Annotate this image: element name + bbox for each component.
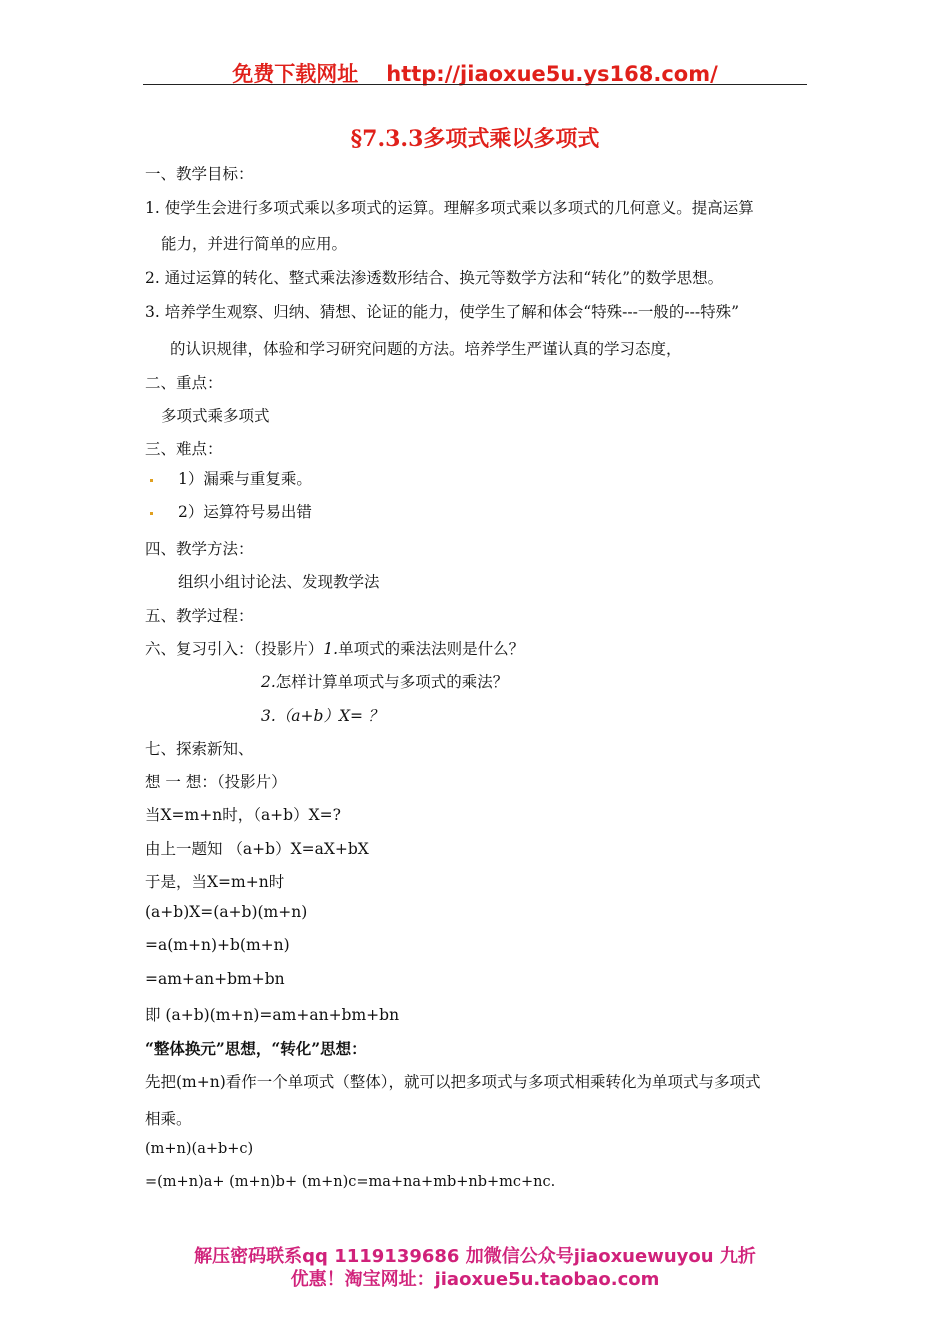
bullet-marker [150, 512, 153, 515]
page-title: §7.3.3多项式乘以多项式 [350, 126, 600, 152]
objective-3b: 的认识规律，体验和学习研究问题的方法。培养学生严谨认真的学习态度， [170, 340, 682, 358]
objective-3a: 3. 培养学生观察、归纳、猜想、论证的能力，使学生了解和体会“特殊---一般的---特殊” [145, 303, 739, 321]
idea-heading: “整体换元”思想，“转化”思想： [145, 1039, 367, 1058]
header-label: 免费下载网址 [232, 62, 359, 86]
expansion-line-1: (m+n)(a+b+c) [145, 1141, 254, 1157]
derivation-line-2: 由上一题知 （a+b）X=aX+bX [145, 840, 369, 858]
review-line-2 [261, 670, 508, 692]
review-line-1 [145, 637, 524, 659]
focus-heading: 二、重点： [145, 374, 223, 392]
process-heading: 五、教学过程： [145, 607, 254, 625]
expansion-line-2: =(m+n)a+ (m+n)b+ (m+n)c=ma+na+mb+nb+mc+nc. [145, 1174, 556, 1190]
idea-paragraph-a: 先把(m+n)看作一个单项式（整体），就可以把多项式与多项式相乘转化为单项式与多项式 [145, 1073, 761, 1091]
method-heading: 四、教学方法： [145, 540, 254, 558]
objective-2: 2. 通过运算的转化、整式乘法渗透数形结合、换元等数学方法和“转化”的数学思想。 [145, 269, 724, 287]
objective-1b: 能力，并进行简单的应用。 [161, 235, 348, 253]
difficulty-item-1: 1）漏乘与重复乘。 [178, 470, 312, 488]
derivation-line-4: (a+b)X=(a+b)(m+n) [145, 903, 308, 921]
question-2: 怎样计算单项式与多项式的乘法？ [275, 673, 509, 691]
derivation-line-5: =a(m+n)+b(m+n) [145, 936, 290, 954]
question-1-number: 1. [323, 640, 339, 658]
difficulty-item-2: 2）运算符号易出错 [178, 503, 312, 521]
header-url[interactable]: http://jiaoxue5u.ys168.com/ [386, 62, 718, 86]
question-1: 单项式的乘法法则是什么？ [338, 640, 525, 658]
footer-line-2: 优惠！淘宝网址：jiaoxue5u.taobao.com [290, 1269, 660, 1290]
objective-1a: 1. 使学生会进行多项式乘以多项式的运算。理解多项式乘以多项式的几何意义。提高运算 [145, 199, 754, 217]
idea-paragraph-b: 相乘。 [145, 1110, 192, 1128]
question-3: 3.（a+b）X= ？ [261, 707, 384, 725]
derivation-line-3: 于是，当X=m+n时 [145, 873, 285, 891]
difficulty-heading: 三、难点： [145, 440, 223, 458]
bullet-marker [150, 479, 153, 482]
derivation-line-1: 当X=m+n时，（a+b）X=? [145, 806, 341, 824]
derivation-line-7: 即 (a+b)(m+n)=am+an+bm+bn [145, 1006, 400, 1024]
focus-item: 多项式乘多项式 [161, 407, 270, 425]
derivation-line-6: =am+an+bm+bn [145, 970, 285, 988]
footer-line-1: 解压密码联系qq 1119139686 加微信公众号jiaoxuewuyou 九折 [194, 1246, 756, 1267]
review-prefix: 六、复习引入：（投影片） [145, 640, 324, 658]
explore-heading: 七、探索新知、 [145, 740, 254, 758]
method-item: 组织小组讨论法、发现教学法 [178, 573, 380, 591]
think-heading: 想 一 想：（投影片） [145, 773, 287, 791]
header-rule [143, 84, 807, 85]
objectives-heading: 一、教学目标： [145, 165, 254, 183]
question-2-number: 2. [261, 673, 276, 691]
